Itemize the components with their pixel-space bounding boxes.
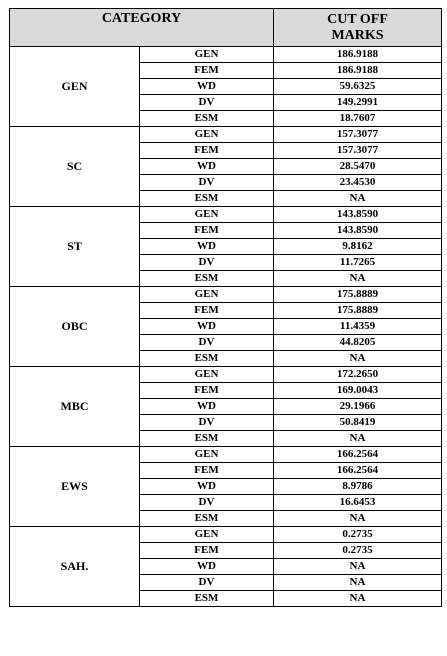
cutoff-marks-cell: NA	[274, 559, 442, 575]
cutoff-marks-cell: 172.2650	[274, 367, 442, 383]
subcategory-cell: FEM	[140, 63, 274, 79]
cutoff-marks-cell: 157.3077	[274, 127, 442, 143]
subcategory-cell: ESM	[140, 431, 274, 447]
cutoff-marks-cell: 0.2735	[274, 543, 442, 559]
cutoff-marks-cell: NA	[274, 511, 442, 527]
subcategory-cell: GEN	[140, 207, 274, 223]
cutoff-marks-cell: 143.8590	[274, 207, 442, 223]
table-row	[10, 367, 442, 383]
table-row	[10, 447, 442, 463]
subcategory-cell: GEN	[140, 367, 274, 383]
table-row	[10, 287, 442, 303]
cutoff-header-line1: CUT OFF	[327, 11, 388, 27]
table-row	[10, 207, 442, 223]
subcategory-cell: DV	[140, 495, 274, 511]
table-row	[10, 127, 442, 143]
category-cell: OBC	[10, 287, 140, 367]
subcategory-cell: DV	[140, 175, 274, 191]
subcategory-cell: ESM	[140, 191, 274, 207]
subcategory-cell: ESM	[140, 511, 274, 527]
cutoff-marks-cell: 175.8889	[274, 303, 442, 319]
subcategory-cell: GEN	[140, 527, 274, 543]
subcategory-cell: WD	[140, 79, 274, 95]
subcategory-cell: WD	[140, 239, 274, 255]
subcategory-cell: ESM	[140, 351, 274, 367]
cutoff-marks-cell: NA	[274, 191, 442, 207]
cutoff-marks-cell: 59.6325	[274, 79, 442, 95]
subcategory-cell: FEM	[140, 383, 274, 399]
cutoff-marks-cell: 23.4530	[274, 175, 442, 191]
category-cell: MBC	[10, 367, 140, 447]
subcategory-cell: FEM	[140, 463, 274, 479]
table-body	[10, 47, 442, 607]
subcategory-cell: WD	[140, 319, 274, 335]
subcategory-cell: GEN	[140, 287, 274, 303]
subcategory-cell: DV	[140, 255, 274, 271]
cutoff-marks-cell: 186.9188	[274, 63, 442, 79]
cutoff-marks-cell: 44.8205	[274, 335, 442, 351]
subcategory-cell: ESM	[140, 591, 274, 607]
cutoff-header-line2: MARKS	[331, 27, 384, 43]
cutoff-marks-cell: 169.0043	[274, 383, 442, 399]
cutoff-marks-cell: NA	[274, 575, 442, 591]
subcategory-cell: ESM	[140, 271, 274, 287]
cutoff-marks-cell: 0.2735	[274, 527, 442, 543]
category-header: CATEGORY	[10, 9, 274, 47]
cutoff-marks-cell: 50.8419	[274, 415, 442, 431]
category-cell: ST	[10, 207, 140, 287]
subcategory-cell: WD	[140, 159, 274, 175]
subcategory-cell: WD	[140, 399, 274, 415]
cutoff-marks-cell: 186.9188	[274, 47, 442, 63]
cutoff-marks-cell: 143.8590	[274, 223, 442, 239]
cutoff-marks-cell: 9.8162	[274, 239, 442, 255]
cutoff-marks-header	[274, 9, 442, 47]
cutoff-marks-cell: 29.1966	[274, 399, 442, 415]
cutoff-marks-cell: NA	[274, 431, 442, 447]
cutoff-marks-cell: 149.2991	[274, 95, 442, 111]
subcategory-cell: DV	[140, 415, 274, 431]
subcategory-cell: DV	[140, 95, 274, 111]
table-row	[10, 527, 442, 543]
subcategory-cell: DV	[140, 575, 274, 591]
cutoff-marks-cell: 16.6453	[274, 495, 442, 511]
category-cell: EWS	[10, 447, 140, 527]
cutoff-marks-cell: 28.5470	[274, 159, 442, 175]
cutoff-marks-cell: 11.4359	[274, 319, 442, 335]
cutoff-marks-cell: 175.8889	[274, 287, 442, 303]
subcategory-cell: GEN	[140, 47, 274, 63]
cutoff-marks-cell: 166.2564	[274, 447, 442, 463]
category-cell: SC	[10, 127, 140, 207]
subcategory-cell: DV	[140, 335, 274, 351]
category-cell: SAH.	[10, 527, 140, 607]
cutoff-marks-cell: NA	[274, 351, 442, 367]
table-row	[10, 47, 442, 63]
subcategory-cell: GEN	[140, 127, 274, 143]
cutoff-marks-cell: 166.2564	[274, 463, 442, 479]
cutoff-marks-cell: 11.7265	[274, 255, 442, 271]
subcategory-cell: FEM	[140, 143, 274, 159]
category-cell: GEN	[10, 47, 140, 127]
cutoff-marks-table	[9, 8, 442, 607]
cutoff-marks-cell: 157.3077	[274, 143, 442, 159]
cutoff-marks-cell: 8.9786	[274, 479, 442, 495]
subcategory-cell: WD	[140, 559, 274, 575]
subcategory-cell: GEN	[140, 447, 274, 463]
cutoff-marks-cell: 18.7607	[274, 111, 442, 127]
subcategory-cell: ESM	[140, 111, 274, 127]
subcategory-cell: WD	[140, 479, 274, 495]
cutoff-marks-cell: NA	[274, 271, 442, 287]
table-header-row	[10, 9, 442, 47]
subcategory-cell: FEM	[140, 303, 274, 319]
cutoff-marks-cell: NA	[274, 591, 442, 607]
subcategory-cell: FEM	[140, 223, 274, 239]
subcategory-cell: FEM	[140, 543, 274, 559]
